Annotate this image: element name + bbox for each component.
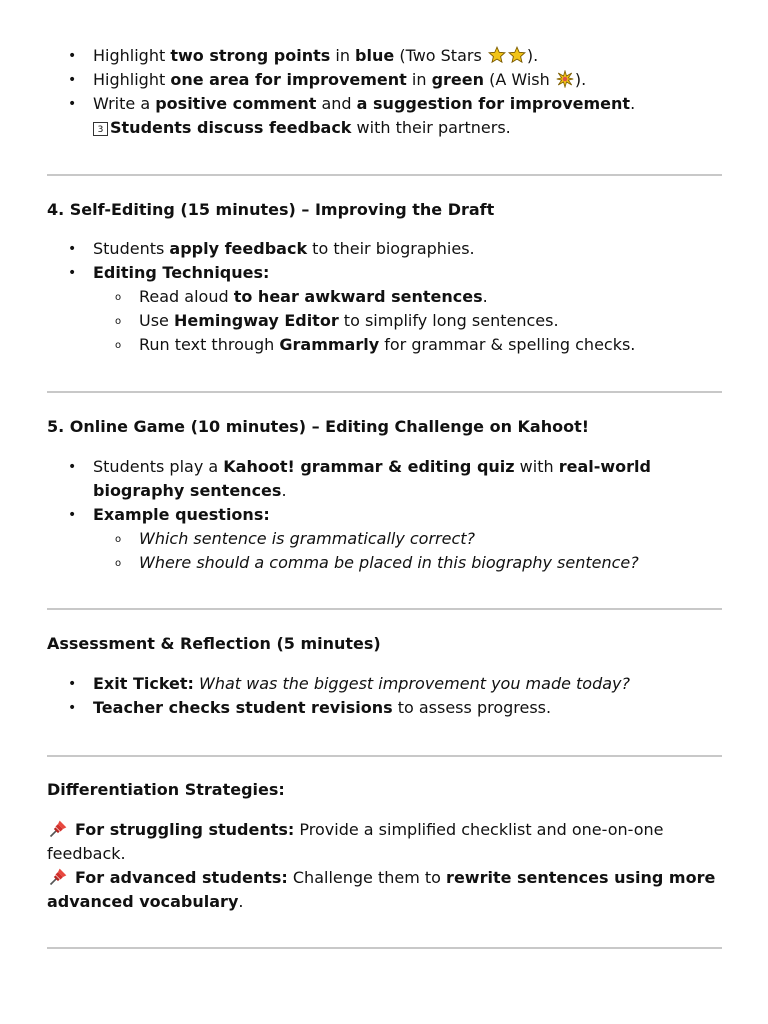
- sparkle-star-icon: [555, 70, 575, 88]
- number-box-icon: 3: [93, 122, 108, 136]
- divider: [47, 391, 722, 393]
- pushpin-icon: [47, 819, 69, 839]
- divider: [47, 174, 722, 176]
- list-item: • Exit Ticket: What was the biggest improvement you made today?: [47, 672, 727, 696]
- list-item: o Read aloud to hear awkward sentences.: [93, 285, 727, 309]
- section-heading: 5. Online Game (10 minutes) – Editing Challenge on Kahoot!: [47, 417, 590, 436]
- star-icon: [487, 46, 507, 64]
- differentiation-struggling: For struggling students: Provide a simplified checklist and one-on-one feedback.: [47, 820, 664, 863]
- section-heading: Assessment & Reflection (5 minutes): [47, 634, 381, 653]
- section-heading: 4. Self-Editing (15 minutes) – Improving the Draft: [47, 200, 495, 219]
- list-item: o Run text through Grammarly for grammar & spelling checks.: [93, 333, 727, 357]
- peer-review-list: [47, 44, 727, 116]
- list-item: • Write a positive comment and a suggestion for improvement.: [47, 92, 727, 116]
- list-item: • Students play a Kahoot! grammar & editing quiz with real-world biography sentences.: [47, 455, 727, 503]
- differentiation-advanced: For advanced students: Challenge them to rewrite sentences using more advanced vocabulary.: [47, 868, 716, 911]
- list-item: • Example questions: o Which sentence is grammatically correct? o Where should a comma be placed in this biography sentence?: [47, 503, 727, 575]
- pushpin-icon: [47, 867, 69, 887]
- assessment-list: [47, 672, 727, 720]
- divider: [47, 947, 722, 949]
- divider: [47, 608, 722, 610]
- list-item: • Teacher checks student revisions to assess progress.: [47, 696, 727, 720]
- discussion-step: 3 Students discuss feedback with their partners.: [47, 116, 727, 140]
- editing-techniques-list: [93, 285, 727, 357]
- list-item: • Highlight two strong points in blue (Two Stars ).: [47, 44, 727, 68]
- divider: [47, 755, 722, 757]
- list-item: • Students apply feedback to their biographies.: [47, 237, 727, 261]
- list-item: • Highlight one area for improvement in green (A Wish ).: [47, 68, 727, 92]
- list-item: o Which sentence is grammatically correct?: [93, 527, 727, 551]
- star-icon: [507, 46, 527, 64]
- list-item: • Editing Techniques: o Read aloud to hear awkward sentences. o Use Hemingway Editor to simplify long sentences. o Run text through Grammarly for grammar & spelling checks.: [47, 261, 727, 357]
- online-game-list: [47, 455, 727, 575]
- list-item: o Where should a comma be placed in this biography sentence?: [93, 551, 727, 575]
- self-editing-list: [47, 237, 727, 357]
- list-item: o Use Hemingway Editor to simplify long sentences.: [93, 309, 727, 333]
- example-questions-list: [93, 527, 727, 575]
- section-heading: Differentiation Strategies:: [47, 780, 285, 799]
